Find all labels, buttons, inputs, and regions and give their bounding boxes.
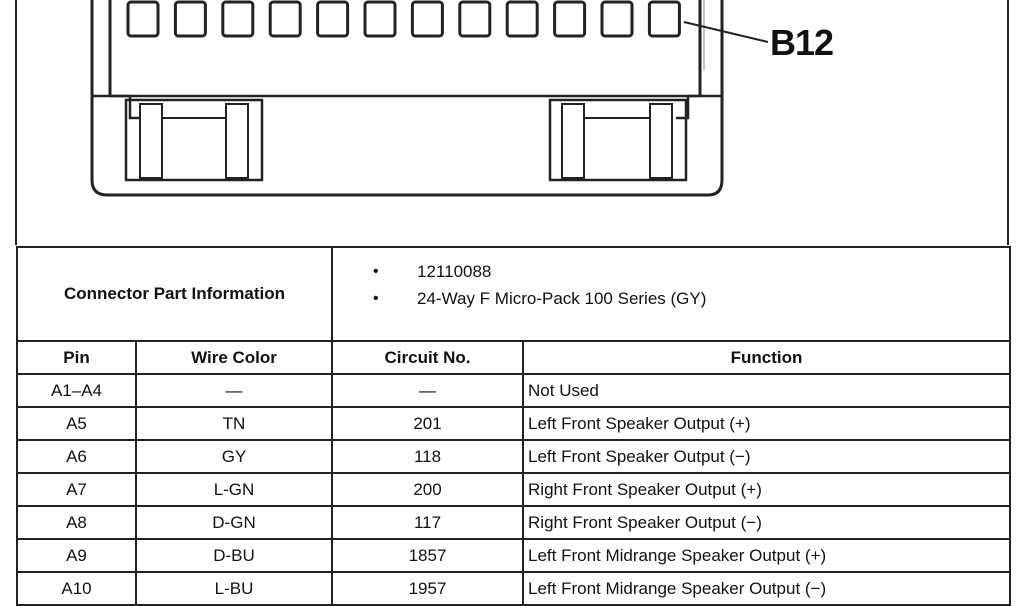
table-row [17,539,1010,572]
pin-cavity [128,2,158,36]
cell-function: Not Used [523,374,1010,407]
connector-info-label: Connector Part Information [17,247,332,341]
connector-info-item: • 12110088 [373,262,492,281]
cell-function: Left Front Speaker Output (−) [523,440,1010,473]
pin-cavity [649,2,679,36]
table-header-row [17,341,1010,374]
cell-pin: A1–A4 [17,374,136,407]
cell-pin: A5 [17,407,136,440]
cell-circuit-no: 201 [332,407,523,440]
cell-circuit-no: 118 [332,440,523,473]
header-wire-color: Wire Color [136,341,332,374]
cell-function: Right Front Speaker Output (−) [523,506,1010,539]
cell-function: Left Front Midrange Speaker Output (−) [523,572,1010,605]
table-row [17,407,1010,440]
connector-info-row [17,247,1010,341]
table-row [17,440,1010,473]
table-row [17,572,1010,605]
header-pin: Pin [17,341,136,374]
pin-cavity [602,2,632,36]
connector-drawing [0,0,1024,245]
cell-circuit-no: 200 [332,473,523,506]
cell-wire-color: — [136,374,332,407]
cell-function: Left Front Speaker Output (+) [523,407,1010,440]
cell-wire-color: D-BU [136,539,332,572]
cell-function: Left Front Midrange Speaker Output (+) [523,539,1010,572]
cell-pin: A7 [17,473,136,506]
cell-circuit-no: 1857 [332,539,523,572]
header-circuit-no: Circuit No. [332,341,523,374]
cell-pin: A9 [17,539,136,572]
header-function: Function [523,341,1010,374]
pin-cavity [412,2,442,36]
pin-cavity [175,2,205,36]
cell-wire-color: L-BU [136,572,332,605]
pin-cavity [365,2,395,36]
cell-pin: A6 [17,440,136,473]
pin-cavity [460,2,490,36]
table-row [17,506,1010,539]
connector-diagram [0,0,1024,245]
pin-cavity [270,2,300,36]
pin-cavity [507,2,537,36]
table-row [17,374,1010,407]
cell-wire-color: D-GN [136,506,332,539]
cell-circuit-no: — [332,374,523,407]
cell-function: Right Front Speaker Output (+) [523,473,1010,506]
connector-info-item: • 24-Way F Micro-Pack 100 Series (GY) [373,289,707,308]
connector-info-list [332,247,1010,341]
cell-wire-color: TN [136,407,332,440]
cell-pin: A8 [17,506,136,539]
cell-wire-color: GY [136,440,332,473]
cell-pin: A10 [17,572,136,605]
cell-wire-color: L-GN [136,473,332,506]
connector-pinout-table [16,246,1011,606]
pin-cavity [223,2,253,36]
cell-circuit-no: 117 [332,506,523,539]
pin-cavity [318,2,348,36]
cell-circuit-no: 1957 [332,572,523,605]
table-row [17,473,1010,506]
pin-callout-label: B12 [770,22,834,63]
pin-cavity [555,2,585,36]
